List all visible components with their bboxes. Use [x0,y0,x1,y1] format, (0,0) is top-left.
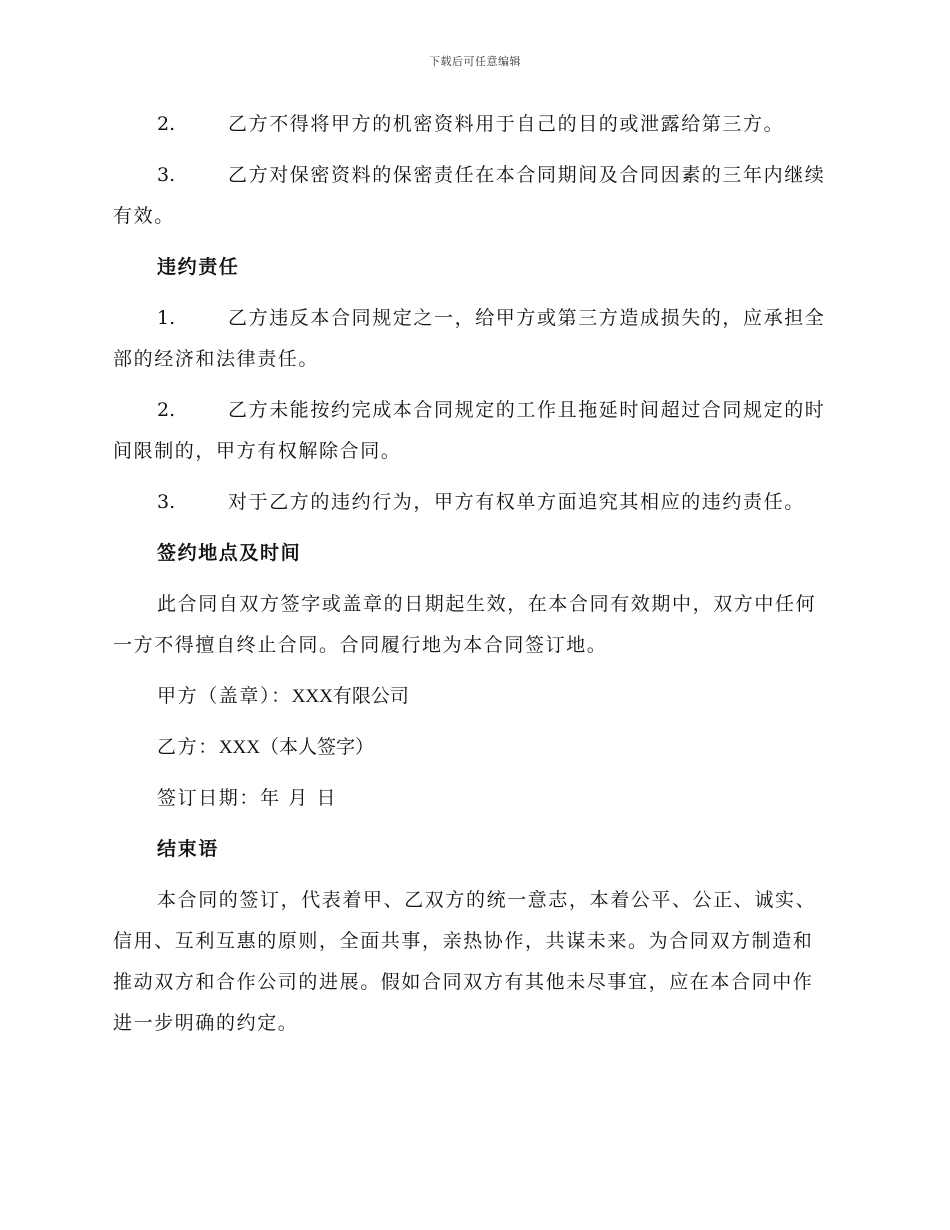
party-a-line [113,676,833,717]
breach-item-3 [113,482,833,523]
sign-date-label: 签订日期： [157,787,261,809]
party-a-value: XXX有限公司 [291,686,409,707]
signing-heading: 签约地点及时间 [157,542,302,564]
confidentiality-item-3 [113,155,833,237]
item-text: 乙方不得将甲方的机密资料用于自己的目的或泄露给第三方。 [228,113,785,135]
item-number: 1. [157,307,176,329]
party-b-value: XXX（本人签字） [218,737,374,758]
item-number: 3. [157,164,176,186]
closing-paragraph: 本合同的签订，代表着甲、乙双方的统一意志，本着公平、公正、诚实、信用、互利互惠的原则，全面共事，亲热协作，共谋未来。为合同双方制造和推动双方和合作公司的进展。假如合同双方有其他未尽事宜，应在本合同中作进一步明确的约定。 [113,889,817,1034]
item-text: 乙方未能按约完成本合同规定的工作且拖延时间超过合同规定的时间限制的，甲方有权解除合同。 [113,399,826,462]
party-b-label: 乙方： [157,736,219,758]
sign-date-line [113,778,833,819]
page-header: 下载后可任意编辑 [429,55,521,68]
closing-heading: 结束语 [157,838,219,860]
breach-heading: 违约责任 [157,256,240,278]
document-body [113,104,833,1054]
sign-date-value: 年 月 日 [260,787,338,809]
item-text: 乙方对保密资料的保密责任在本合同期间及合同因素的三年内继续有效。 [113,164,826,227]
item-number: 2. [157,113,176,135]
item-number: 2. [157,399,176,421]
breach-item-1 [113,298,833,380]
signing-paragraph: 此合同自双方签字或盖章的日期起生效，在本合同有效期中，双方中任何一方不得擅自终止合同。合同履行地为本合同签订地。 [113,593,817,656]
party-a-label: 甲方（盖章）： [157,685,292,707]
item-number: 3. [157,491,176,513]
confidentiality-item-2 [113,104,833,145]
party-b-line [113,727,833,768]
item-text: 乙方违反本合同规定之一，给甲方或第三方造成损失的，应承担全部的经济和法律责任。 [113,307,826,370]
item-text: 对于乙方的违约行为，甲方有权单方面追究其相应的违约责任。 [228,491,805,513]
breach-item-2 [113,390,833,472]
